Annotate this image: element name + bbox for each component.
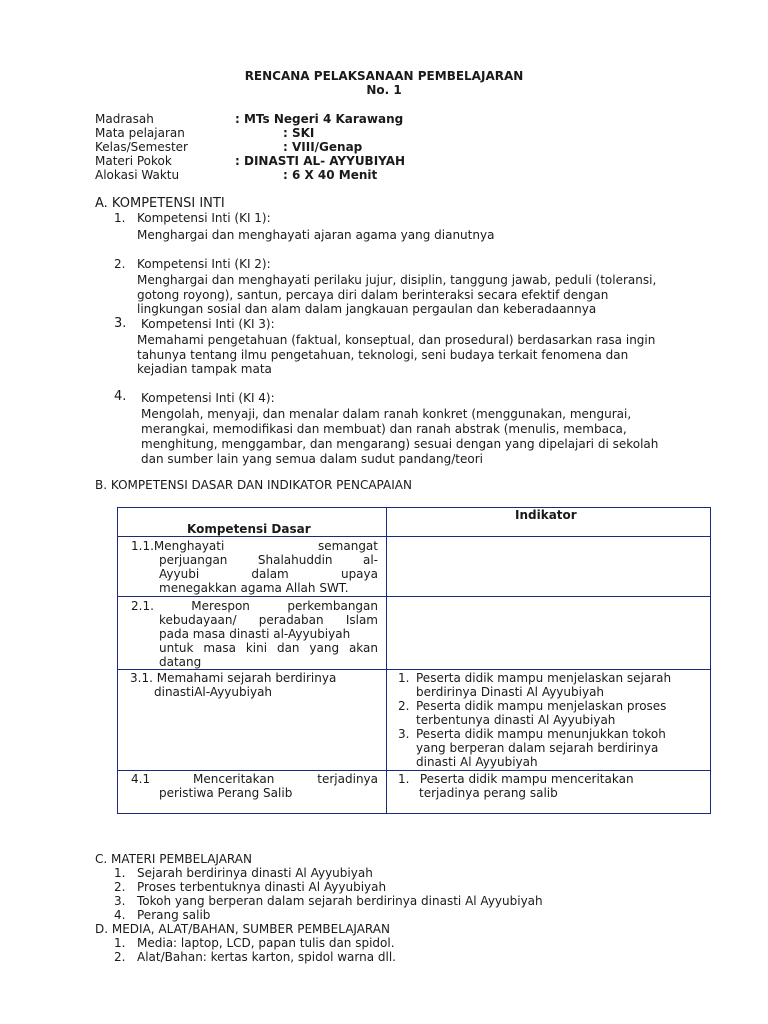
materi-item: Proses terbentuknya dinasti Al Ayyubiyah: [137, 880, 387, 894]
ki2-number: 2.: [114, 257, 126, 271]
section-b-heading: B. KOMPETENSI DASAR DAN INDIKATOR PENCAPAIAN: [95, 478, 412, 492]
section-c-heading: C. MATERI PEMBELAJARAN: [95, 852, 252, 866]
header-indikator: Indikator: [387, 508, 711, 537]
ki4-number: 4.: [114, 389, 127, 404]
kd-cell: [118, 537, 387, 597]
ki2-text-line: gotong royong), santun, percaya diri dalam berinteraksi secara efektif dengan: [137, 288, 609, 302]
ki2-text-line: lingkungan sosial dan alam dalam jangkauan pergaulan dan keberadaannya: [137, 302, 597, 316]
kd-cell: [118, 670, 387, 771]
ki4-text-line: merangkai, memodifikasi dan membuat) dan ranah abstrak (menulis, membaca,: [141, 422, 627, 436]
indikator-line: Peserta didik mampu menunjukkan tokoh: [416, 727, 666, 741]
kd-cell: [118, 597, 387, 670]
identity-label-madrasah: Madrasah: [95, 112, 154, 126]
ki4-text-line: dan sumber lain yang semua dalam sudut pandang/teori: [141, 452, 483, 466]
indikator-number: 2.: [398, 699, 410, 713]
header-kompetensi-dasar: Kompetensi Dasar: [118, 508, 387, 537]
kd-line: peristiwa Perang Salib: [159, 786, 293, 800]
materi-number: 3.: [114, 894, 126, 908]
ki3-text-line: kejadian tampak mata: [137, 362, 272, 376]
identity-value-alokasi: : 6 X 40 Menit: [283, 168, 378, 182]
materi-item: Sejarah berdirinya dinasti Al Ayyubiyah: [137, 866, 373, 880]
ki3-text-line: tahunya tentang ilmu pengetahuan, teknologi, seni budaya terkait fenomena dan: [137, 348, 629, 362]
identity-value-materi: : DINASTI AL- AYYUBIYAH: [235, 154, 406, 168]
identity-label-kelas: Kelas/Semester: [95, 140, 188, 154]
kd-line: 3.1. Memahami sejarah berdirinya: [130, 671, 337, 685]
indikator-item: [398, 727, 706, 769]
media-item: Media: laptop, LCD, papan tulis dan spidol.: [137, 936, 395, 950]
ki1-title: Kompetensi Inti (KI 1):: [137, 211, 271, 225]
kd-line: kebudayaan/ peradaban Islam: [159, 613, 378, 627]
ki4-text-line: menghitung, menggambar, dan mengarang) sesuai dengan yang dipelajari di sekolah: [141, 437, 659, 451]
kd-line: 4.1 Menceritakan terjadinya: [131, 772, 378, 786]
indikator-item: [398, 671, 706, 699]
identity-label-materi: Materi Pokok: [95, 154, 172, 168]
indikator-line: dinasti Al Ayyubiyah: [416, 755, 538, 769]
kd-line: perjuangan Shalahuddin al-: [159, 553, 378, 567]
ki3-number: 3.: [114, 316, 127, 331]
identity-label-alokasi: Alokasi Waktu: [95, 168, 180, 182]
table-header-row: [118, 508, 711, 537]
indikator-number: 1.: [398, 772, 410, 786]
indikator-number: 3.: [398, 727, 410, 741]
ki3-text-line: Memahami pengetahuan (faktual, konseptual, dan prosedural) berdasarkan rasa ingin: [137, 333, 656, 347]
kd-line: 2.1. Merespon perkembangan: [131, 599, 378, 613]
materi-number: 1.: [114, 866, 126, 880]
indikator-line: terbentunya dinasti Al Ayyubiyah: [416, 713, 616, 727]
ki4-text-line: Mengolah, menyaji, dan menalar dalam ranah konkret (menggunakan, mengurai,: [141, 407, 632, 421]
kd-indikator-table: [117, 507, 711, 814]
indikator-line: Peserta didik mampu menceritakan: [416, 772, 634, 786]
indikator-line: terjadinya perang salib: [419, 786, 558, 800]
indikator-cell: [387, 771, 711, 814]
materi-item: Perang salib: [137, 908, 211, 922]
identity-value-mapel: : SKI: [283, 126, 315, 140]
indikator-line: yang berperan dalam sejarah berdirinya: [416, 741, 659, 755]
media-number: 1.: [114, 936, 126, 950]
kd-line: dinastiAl-Ayyubiyah: [154, 685, 273, 699]
indikator-item: [398, 772, 706, 800]
kd-line: Ayyubi dalam upaya: [159, 567, 378, 581]
kd-line: menegakkan agama Allah SWT.: [159, 581, 349, 595]
indikator-cell: [387, 670, 711, 771]
indikator-cell-empty: [387, 537, 711, 597]
identity-label-mapel: Mata pelajaran: [95, 126, 185, 140]
ki4-title: Kompetensi Inti (KI 4):: [141, 391, 275, 405]
kd-line: 1.1.Menghayati semangat: [131, 539, 378, 553]
document-title: RENCANA PELAKSANAAN PEMBELAJARAN: [244, 69, 524, 83]
ki2-text-line: Menghargai dan menghayati perilaku jujur, disiplin, tanggung jawab, peduli (toleransi,: [137, 273, 657, 287]
indikator-line: Peserta didik mampu menjelaskan sejarah: [416, 671, 672, 685]
materi-item: Tokoh yang berperan dalam sejarah berdirinya dinasti Al Ayyubiyah: [137, 894, 543, 908]
indikator-line: Peserta didik mampu menjelaskan proses: [416, 699, 667, 713]
table-row: [118, 670, 711, 771]
table-row: [118, 597, 711, 670]
section-d-heading: D. MEDIA, ALAT/BAHAN, SUMBER PEMBELAJARAN: [95, 922, 390, 936]
materi-number: 2.: [114, 880, 126, 894]
kd-line: pada masa dinasti al-Ayyubiyah: [159, 627, 351, 641]
media-number: 2.: [114, 950, 126, 964]
identity-value-madrasah: : MTs Negeri 4 Karawang: [235, 112, 404, 126]
section-a-heading: A. KOMPETENSI INTI: [95, 196, 225, 211]
indikator-line: berdirinya Dinasti Al Ayyubiyah: [416, 685, 605, 699]
kd-line: datang: [159, 655, 202, 669]
document-number: No. 1: [366, 83, 402, 97]
kd-line: untuk masa kini dan yang akan: [159, 641, 378, 655]
media-item: Alat/Bahan: kertas karton, spidol warna dll.: [137, 950, 396, 964]
ki3-title: Kompetensi Inti (KI 3):: [141, 317, 275, 331]
indikator-item: [398, 699, 706, 727]
table-row: [118, 537, 711, 597]
kd-cell: [118, 771, 387, 814]
indikator-cell-empty: [387, 597, 711, 670]
indikator-number: 1.: [398, 671, 410, 685]
identity-value-kelas: : VIII/Genap: [283, 140, 363, 154]
table-row: [118, 771, 711, 814]
ki2-title: Kompetensi Inti (KI 2):: [137, 257, 271, 271]
ki1-text: Menghargai dan menghayati ajaran agama yang dianutnya: [137, 228, 495, 242]
ki1-number: 1.: [114, 211, 126, 225]
materi-number: 4.: [114, 908, 126, 922]
